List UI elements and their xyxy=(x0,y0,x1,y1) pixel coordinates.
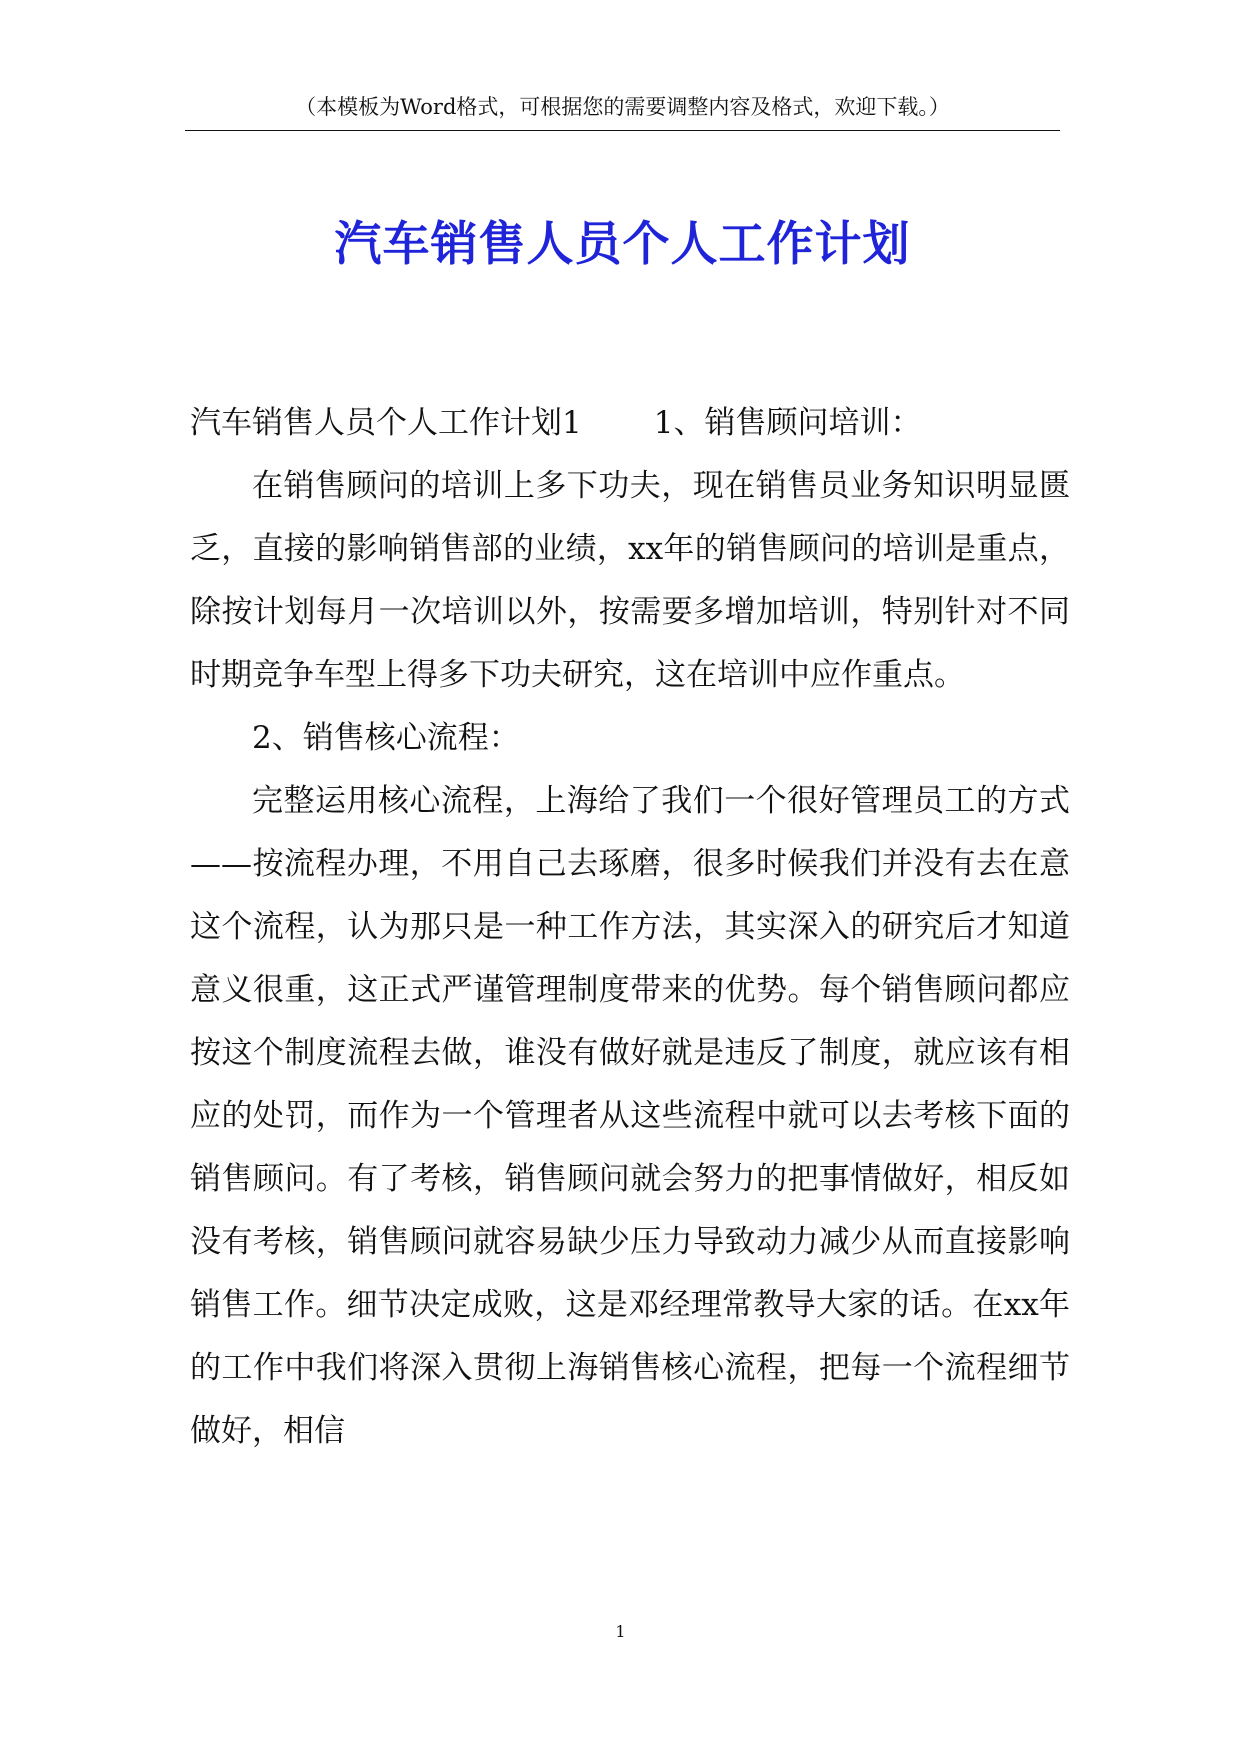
plan-heading: 汽车销售人员个人工作计划1 xyxy=(190,405,582,441)
section-1-heading: 1、销售顾问培训： xyxy=(653,405,922,441)
header-divider xyxy=(185,130,1060,131)
document-body xyxy=(190,392,1070,1463)
document-title: 汽车销售人员个人工作计划 xyxy=(334,217,911,272)
section-2-heading: 2、销售核心流程： xyxy=(252,720,520,756)
lead-line xyxy=(190,392,1070,455)
section-1-paragraph: 在销售顾问的培训上多下功夫，现在销售员业务知识明显匮乏，直接的影响销售部的业绩，xx年的销售顾问的培训是重点，除按计划每月一次培训以外，按需要多增加培训，特别针对不同时期竞争车型上得多下功夫研究，这在培训中应作重点。 xyxy=(190,468,1070,693)
template-note: （本模板为Word格式，可根据您的需要调整内容及格式，欢迎下载。） xyxy=(295,95,950,119)
page-number: 1 xyxy=(615,1622,626,1641)
section-2-paragraph: 完整运用核心流程，上海给了我们一个很好管理员工的方式——按流程办理，不用自己去琢磨，很多时候我们并没有去在意这个流程，认为那只是一种工作方法，其实深入的研究后才知道意义很重，这正式严谨管理制度带来的优势。每个销售顾问都应按这个制度流程去做，谁没有做好就是违反了制度，就应该有相应的处罚，而作为一个管理者从这些流程中就可以去考核下面的销售顾问。有了考核，销售顾问就会努力的把事情做好，相反如没有考核，销售顾问就容易缺少压力导致动力减少从而直接影响销售工作。细节决定成败，这是邓经理常教导大家的话。在xx年的工作中我们将深入贯彻上海销售核心流程，把每一个流程细节做好，相信 xyxy=(190,783,1070,1449)
